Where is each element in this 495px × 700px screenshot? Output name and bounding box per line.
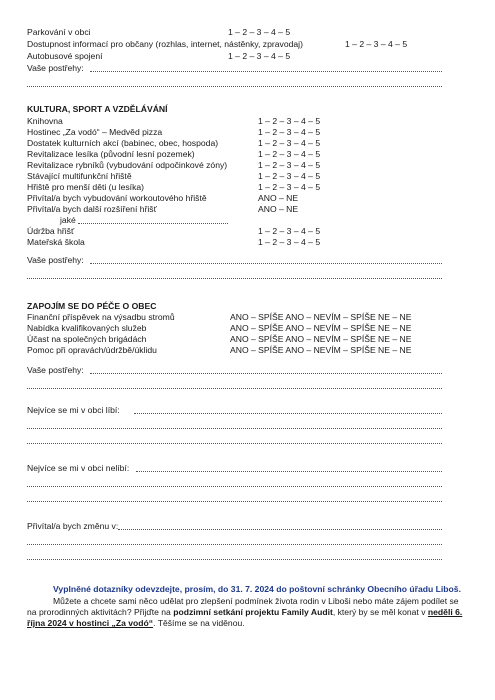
row-label: Revitalizace rybníků (vybudování odpočinkové zóny) <box>27 160 228 170</box>
rating-scale[interactable]: 1 – 2 – 3 – 4 – 5 <box>258 237 321 247</box>
rating-scale[interactable]: 1 – 2 – 3 – 4 – 5 <box>258 138 321 148</box>
yes-no-choice[interactable]: ANO – NE <box>258 204 299 214</box>
question-label: Nejvíce se mi v obci nelíbí: <box>27 463 130 473</box>
footer-notice <box>27 584 469 629</box>
answer-line[interactable] <box>78 223 228 224</box>
row-label: Účast na společných brigádách <box>27 334 147 344</box>
answer-line[interactable] <box>90 71 442 72</box>
yes-no-choice[interactable]: ANO – NE <box>258 193 299 203</box>
agreement-scale[interactable]: ANO – SPÍŠE ANO – NEVÍM – SPÍŠE NE – NE <box>230 345 412 355</box>
invitation-paragraph <box>27 596 469 629</box>
comments-label: Vaše postřehy: <box>27 63 84 73</box>
event-name: podzimní setkání projektu Family Audit <box>173 607 333 617</box>
answer-line[interactable] <box>27 544 442 545</box>
row-label: Údržba hřišť <box>27 226 75 236</box>
rating-scale[interactable]: 1 – 2 – 3 – 4 – 5 <box>258 226 321 236</box>
event-date-place: neděli 6. října 2024 v hostinci „Za vodó“ <box>27 607 463 628</box>
invitation-text: . Těšíme se na viděnou. <box>153 618 245 628</box>
row-label: Dostatek kulturních akcí (babinec, obec, hospoda) <box>27 138 219 148</box>
row-label: Hřiště pro menší děti (u lesíka) <box>27 182 145 192</box>
question-label: Přivítal/a bych změnu v: <box>27 521 119 531</box>
rating-scale[interactable]: 1 – 2 – 3 – 4 – 5 <box>258 171 321 181</box>
row-label: Nabídka kvalifikovaných služeb <box>27 323 147 333</box>
row-label: Knihovna <box>27 116 63 126</box>
question-label: Nejvíce se mi v obci líbí: <box>27 405 120 415</box>
return-instructions: Vyplněné dotazníky odevzdejte, prosím, do 31. 7. 2024 do poštovní schránky Obecního úřadu Liboš. <box>53 584 461 594</box>
rating-scale[interactable]: 1 – 2 – 3 – 4 – 5 <box>228 27 291 37</box>
answer-line[interactable] <box>27 86 442 87</box>
row-label: Přivítal/a bych další rozšíření hřišť <box>27 204 157 214</box>
answer-line[interactable] <box>90 373 442 374</box>
answer-line[interactable] <box>27 388 442 389</box>
rating-scale[interactable]: 1 – 2 – 3 – 4 – 5 <box>258 127 321 137</box>
answer-line[interactable] <box>27 501 442 502</box>
row-label: Dostupnost informací pro občany (rozhlas, internet, nástěnky, zpravodaj) <box>27 39 303 49</box>
answer-line[interactable] <box>118 529 442 530</box>
section-heading: ZAPOJÍM SE DO PÉČE O OBEC <box>27 301 157 311</box>
answer-line[interactable] <box>136 471 442 472</box>
agreement-scale[interactable]: ANO – SPÍŠE ANO – NEVÍM – SPÍŠE NE – NE <box>230 334 412 344</box>
answer-line[interactable] <box>90 263 442 264</box>
rating-scale[interactable]: 1 – 2 – 3 – 4 – 5 <box>228 51 291 61</box>
rating-scale[interactable]: 1 – 2 – 3 – 4 – 5 <box>345 39 408 49</box>
answer-line[interactable] <box>27 443 442 444</box>
rating-scale[interactable]: 1 – 2 – 3 – 4 – 5 <box>258 160 321 170</box>
invitation-text: Můžete a chcete sami něco udělat pro zlepšení podmínek života rodin v Liboši nebo máte zájem podílet se na prorodinných aktivitách? Přijďte na <box>27 596 459 617</box>
rating-scale[interactable]: 1 – 2 – 3 – 4 – 5 <box>258 116 321 126</box>
row-label: Revitalizace lesíka (původní lesní pozemek) <box>27 149 195 159</box>
row-label: Autobusové spojení <box>27 51 103 61</box>
row-label: Parkování v obci <box>27 27 91 37</box>
answer-line[interactable] <box>134 413 442 414</box>
comments-label: Vaše postřehy: <box>27 365 84 375</box>
rating-scale[interactable]: 1 – 2 – 3 – 4 – 5 <box>258 149 321 159</box>
row-label: Finanční příspěvek na výsadbu stromů <box>27 312 175 322</box>
answer-line[interactable] <box>27 278 442 279</box>
row-label: Přivítal/a bych vybudování workoutového hřiště <box>27 193 207 203</box>
rating-scale[interactable]: 1 – 2 – 3 – 4 – 5 <box>258 182 321 192</box>
invitation-text: , který by se měl konat v <box>332 607 428 617</box>
section-heading: KULTURA, SPORT A VZDĚLÁVÁNÍ <box>27 104 168 114</box>
answer-line[interactable] <box>27 559 442 560</box>
answer-line[interactable] <box>27 486 442 487</box>
row-label: Hostinec „Za vodó“ – Medvěd pizza <box>27 127 163 137</box>
agreement-scale[interactable]: ANO – SPÍŠE ANO – NEVÍM – SPÍŠE NE – NE <box>230 323 412 333</box>
row-label: Pomoc při opravách/údržbě/úklidu <box>27 345 157 355</box>
which-label: jaké <box>60 215 76 225</box>
comments-label: Vaše postřehy: <box>27 255 84 265</box>
row-label: Mateřská škola <box>27 237 85 247</box>
answer-line[interactable] <box>27 428 442 429</box>
agreement-scale[interactable]: ANO – SPÍŠE ANO – NEVÍM – SPÍŠE NE – NE <box>230 312 412 322</box>
row-label: Stávající multifunkční hřiště <box>27 171 132 181</box>
